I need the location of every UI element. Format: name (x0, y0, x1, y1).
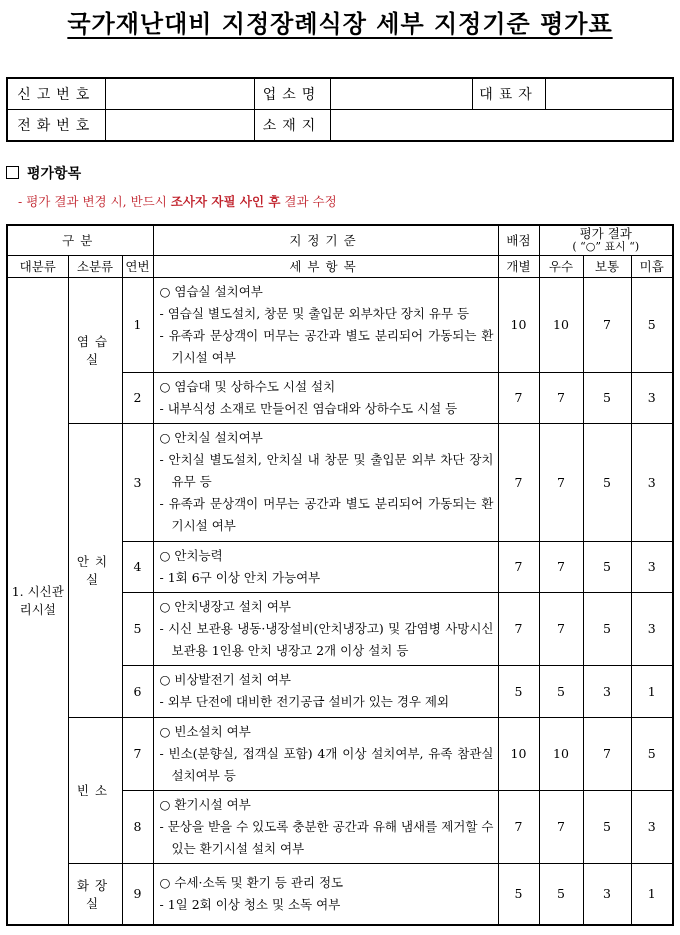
checkbox-square-icon (6, 166, 19, 179)
table-row (7, 863, 673, 925)
excellent-cell[interactable]: 5 (539, 863, 583, 925)
minor-category-m4: 화장실 (68, 863, 122, 925)
insufficient-cell[interactable]: 3 (631, 372, 673, 423)
excellent-cell[interactable]: 7 (539, 541, 583, 592)
major-category: 1. 시신관리시설 (7, 277, 68, 925)
header-major: 대분류 (7, 255, 68, 277)
criteria-item: ○ 비상발전기 설치 여부 - 외부 단전에 대비한 전기공급 설비가 있는 경우 제외 (153, 665, 498, 717)
page-title: 국가재난대비 지정장례식장 세부 지정기준 평가표 (67, 10, 613, 38)
header-criteria: 지정기준 (153, 225, 498, 255)
excellent-cell[interactable]: 7 (539, 592, 583, 665)
excellent-cell[interactable]: 10 (539, 717, 583, 790)
insufficient-cell[interactable]: 1 (631, 863, 673, 925)
score-cell: 7 (498, 592, 539, 665)
criteria-item: ○ 안치냉장고 설치 여부 - 시신 보관용 냉동·냉장설비(안치냉장고) 및 감염병 사망시신 보관용 1인용 안치 냉장고 2개 이상 설치 등 (153, 592, 498, 665)
excellent-cell[interactable]: 7 (539, 423, 583, 541)
revision-note: - 평가 결과 변경 시, 반드시 조사자 자필 사인 후 결과 수정 (18, 194, 337, 209)
insufficient-cell[interactable]: 1 (631, 665, 673, 717)
criteria-item: ○ 안치실 설치여부 - 안치실 별도설치, 안치실 내 창문 및 출입문 외부 차단 장치 유무 등 - 유족과 문상객이 머무는 공간과 별도 분리되어 가동되는 환기시설 여부 (153, 423, 498, 541)
normal-cell[interactable]: 3 (583, 863, 631, 925)
business-name-field[interactable] (330, 78, 472, 110)
table-row (7, 717, 673, 790)
address-field[interactable] (330, 110, 673, 142)
insufficient-cell[interactable]: 5 (631, 277, 673, 372)
report-no-field[interactable] (105, 78, 254, 110)
excellent-cell[interactable]: 7 (539, 790, 583, 863)
row-no: 2 (122, 372, 153, 423)
phone-label: 전화번호 (7, 110, 105, 142)
score-cell: 5 (498, 863, 539, 925)
info-table (6, 77, 674, 142)
row-no: 9 (122, 863, 153, 925)
score-cell: 10 (498, 277, 539, 372)
normal-cell[interactable]: 7 (583, 277, 631, 372)
insufficient-cell[interactable]: 3 (631, 592, 673, 665)
header-insufficient: 미흡 (631, 255, 673, 277)
row-no: 7 (122, 717, 153, 790)
header-category: 구분 (7, 225, 153, 255)
score-cell: 10 (498, 717, 539, 790)
header-detail: 세부항목 (153, 255, 498, 277)
excellent-cell[interactable]: 7 (539, 372, 583, 423)
representative-label: 대표자 (472, 78, 545, 110)
criteria-item: ○ 염습대 및 상하수도 시설 설치 - 내부식성 소재로 만들어진 염습대와 상하수도 시설 등 (153, 372, 498, 423)
row-no: 4 (122, 541, 153, 592)
criteria-item: ○ 염습실 설치여부 - 염습실 별도설치, 창문 및 출입문 외부차단 장치 유무 등 - 유족과 문상객이 머무는 공간과 별도 분리되어 가동되는 환기시설 여부 (153, 277, 498, 372)
row-no: 3 (122, 423, 153, 541)
evaluation-table (6, 224, 674, 926)
representative-field[interactable] (545, 78, 673, 110)
header-minor: 소분류 (68, 255, 122, 277)
score-cell: 7 (498, 541, 539, 592)
insufficient-cell[interactable]: 3 (631, 541, 673, 592)
score-cell: 7 (498, 790, 539, 863)
score-cell: 7 (498, 423, 539, 541)
header-individual: 개별 (498, 255, 539, 277)
insufficient-cell[interactable]: 5 (631, 717, 673, 790)
score-cell: 5 (498, 665, 539, 717)
address-label: 소재지 (254, 110, 330, 142)
row-no: 1 (122, 277, 153, 372)
table-row (7, 277, 673, 372)
criteria-item: ○ 환기시설 여부 - 문상을 받을 수 있도록 충분한 공간과 유해 냄새를 제거할 수 있는 환기시설 설치 여부 (153, 790, 498, 863)
normal-cell[interactable]: 5 (583, 592, 631, 665)
minor-category-m1: 염습실 (68, 277, 122, 423)
excellent-cell[interactable]: 5 (539, 665, 583, 717)
header-score: 배점 (498, 225, 539, 255)
normal-cell[interactable]: 7 (583, 717, 631, 790)
minor-category-m3: 빈소 (68, 717, 122, 863)
excellent-cell[interactable]: 10 (539, 277, 583, 372)
criteria-item: ○ 빈소설치 여부 - 빈소(분향실, 접객실 포함) 4개 이상 설치여부, 유족 참관실 설치여부 등 (153, 717, 498, 790)
normal-cell[interactable]: 3 (583, 665, 631, 717)
table-row (7, 423, 673, 541)
header-result: 평가 결과 ( “○” 표시 “) (539, 225, 673, 255)
normal-cell[interactable]: 5 (583, 541, 631, 592)
normal-cell[interactable]: 5 (583, 790, 631, 863)
minor-category-m2: 안치실 (68, 423, 122, 717)
phone-field[interactable] (105, 110, 254, 142)
header-normal: 보통 (583, 255, 631, 277)
header-no: 연번 (122, 255, 153, 277)
section-heading: 평가항목 (6, 163, 81, 183)
criteria-item: ○ 안치능력 - 1회 6구 이상 안치 가능여부 (153, 541, 498, 592)
insufficient-cell[interactable]: 3 (631, 790, 673, 863)
row-no: 8 (122, 790, 153, 863)
report-no-label: 신고번호 (7, 78, 105, 110)
row-no: 6 (122, 665, 153, 717)
insufficient-cell[interactable]: 3 (631, 423, 673, 541)
business-name-label: 업소명 (254, 78, 330, 110)
normal-cell[interactable]: 5 (583, 423, 631, 541)
score-cell: 7 (498, 372, 539, 423)
row-no: 5 (122, 592, 153, 665)
header-excellent: 우수 (539, 255, 583, 277)
normal-cell[interactable]: 5 (583, 372, 631, 423)
criteria-item: ○ 수세·소독 및 환기 등 관리 정도 - 1일 2회 이상 청소 및 소독 여부 (153, 863, 498, 925)
